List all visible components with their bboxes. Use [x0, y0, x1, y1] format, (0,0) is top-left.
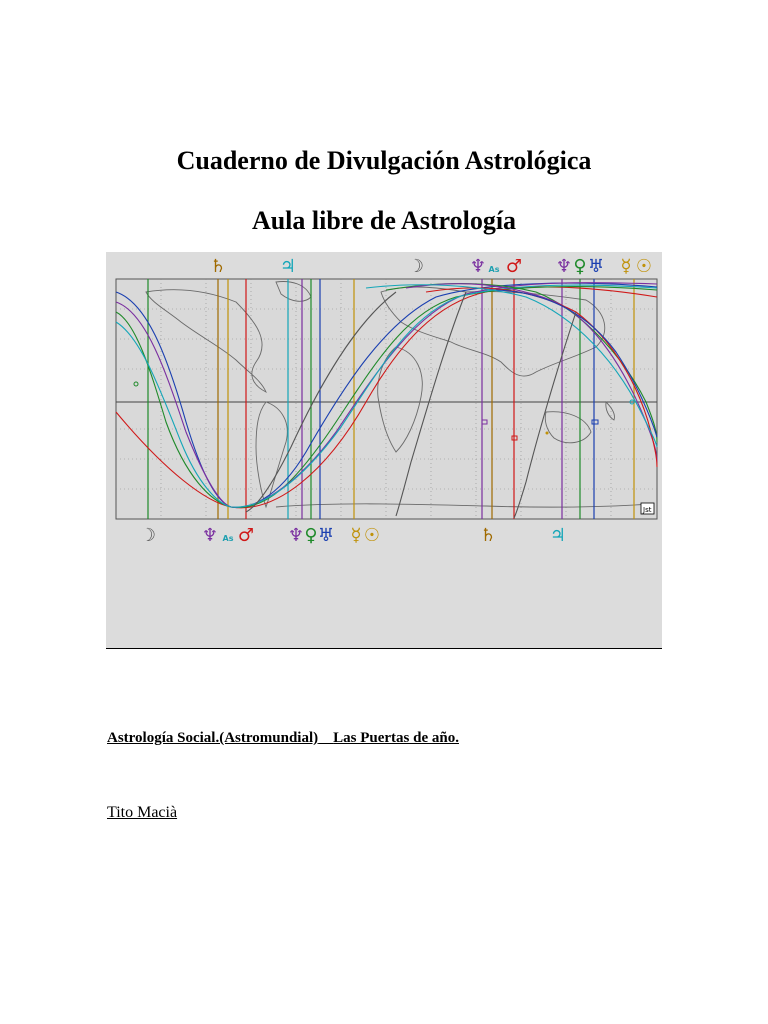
- top-planet-glyph-9: ☿: [620, 256, 632, 277]
- top-glyph-row: [210, 256, 652, 277]
- document-title: Cuaderno de Divulgación Astrológica: [176, 146, 592, 175]
- bottom-planet-glyph-5: ♀: [304, 525, 318, 546]
- top-planet-glyph-0: ♄: [209, 256, 227, 277]
- bottom-planet-glyph-0: ☽: [139, 525, 157, 546]
- section-heading-line: [107, 730, 459, 747]
- top-planet-glyph-2: ☽: [407, 256, 425, 277]
- section-topic: Las Puertas de año.: [333, 730, 459, 746]
- bottom-planet-glyph-4: ♆: [287, 525, 305, 546]
- document-subtitle: Aula libre de Astrología: [251, 206, 517, 235]
- top-planet-glyph-8: ♅: [587, 256, 605, 277]
- author-name: Tito Macià: [107, 804, 178, 821]
- world-map-astrocartography: [106, 252, 662, 648]
- bottom-planet-glyph-2: As: [222, 534, 234, 543]
- bottom-glyph-row: [140, 525, 566, 546]
- top-planet-glyph-5: ♂: [505, 256, 523, 277]
- top-planet-glyph-10: ☉: [635, 256, 653, 277]
- bottom-planet-glyph-6: ♅: [317, 525, 335, 546]
- corner-mark-box: [641, 503, 654, 514]
- top-planet-glyph-1: ♃: [279, 256, 297, 277]
- bottom-planet-glyph-3: ♂: [237, 525, 255, 546]
- top-planet-glyph-4: As: [488, 265, 500, 274]
- top-planet-glyph-6: ♆: [555, 256, 573, 277]
- section-heading: Astrología Social.(Astromundial): [107, 730, 319, 746]
- bottom-planet-glyph-1: ♆: [201, 525, 219, 546]
- corner-mark-text: Jst: [643, 506, 652, 514]
- bottom-planet-glyph-8: ☉: [363, 525, 381, 546]
- top-planet-glyph-3: ♆: [469, 256, 487, 277]
- bottom-planet-glyph-7: ☿: [350, 525, 362, 546]
- figure-bottom-rule: [106, 648, 662, 649]
- astro-map-figure: [106, 252, 662, 648]
- top-planet-glyph-7: ♀: [573, 256, 587, 277]
- bottom-planet-glyph-10: ♃: [549, 525, 567, 546]
- bottom-planet-glyph-9: ♄: [479, 525, 497, 546]
